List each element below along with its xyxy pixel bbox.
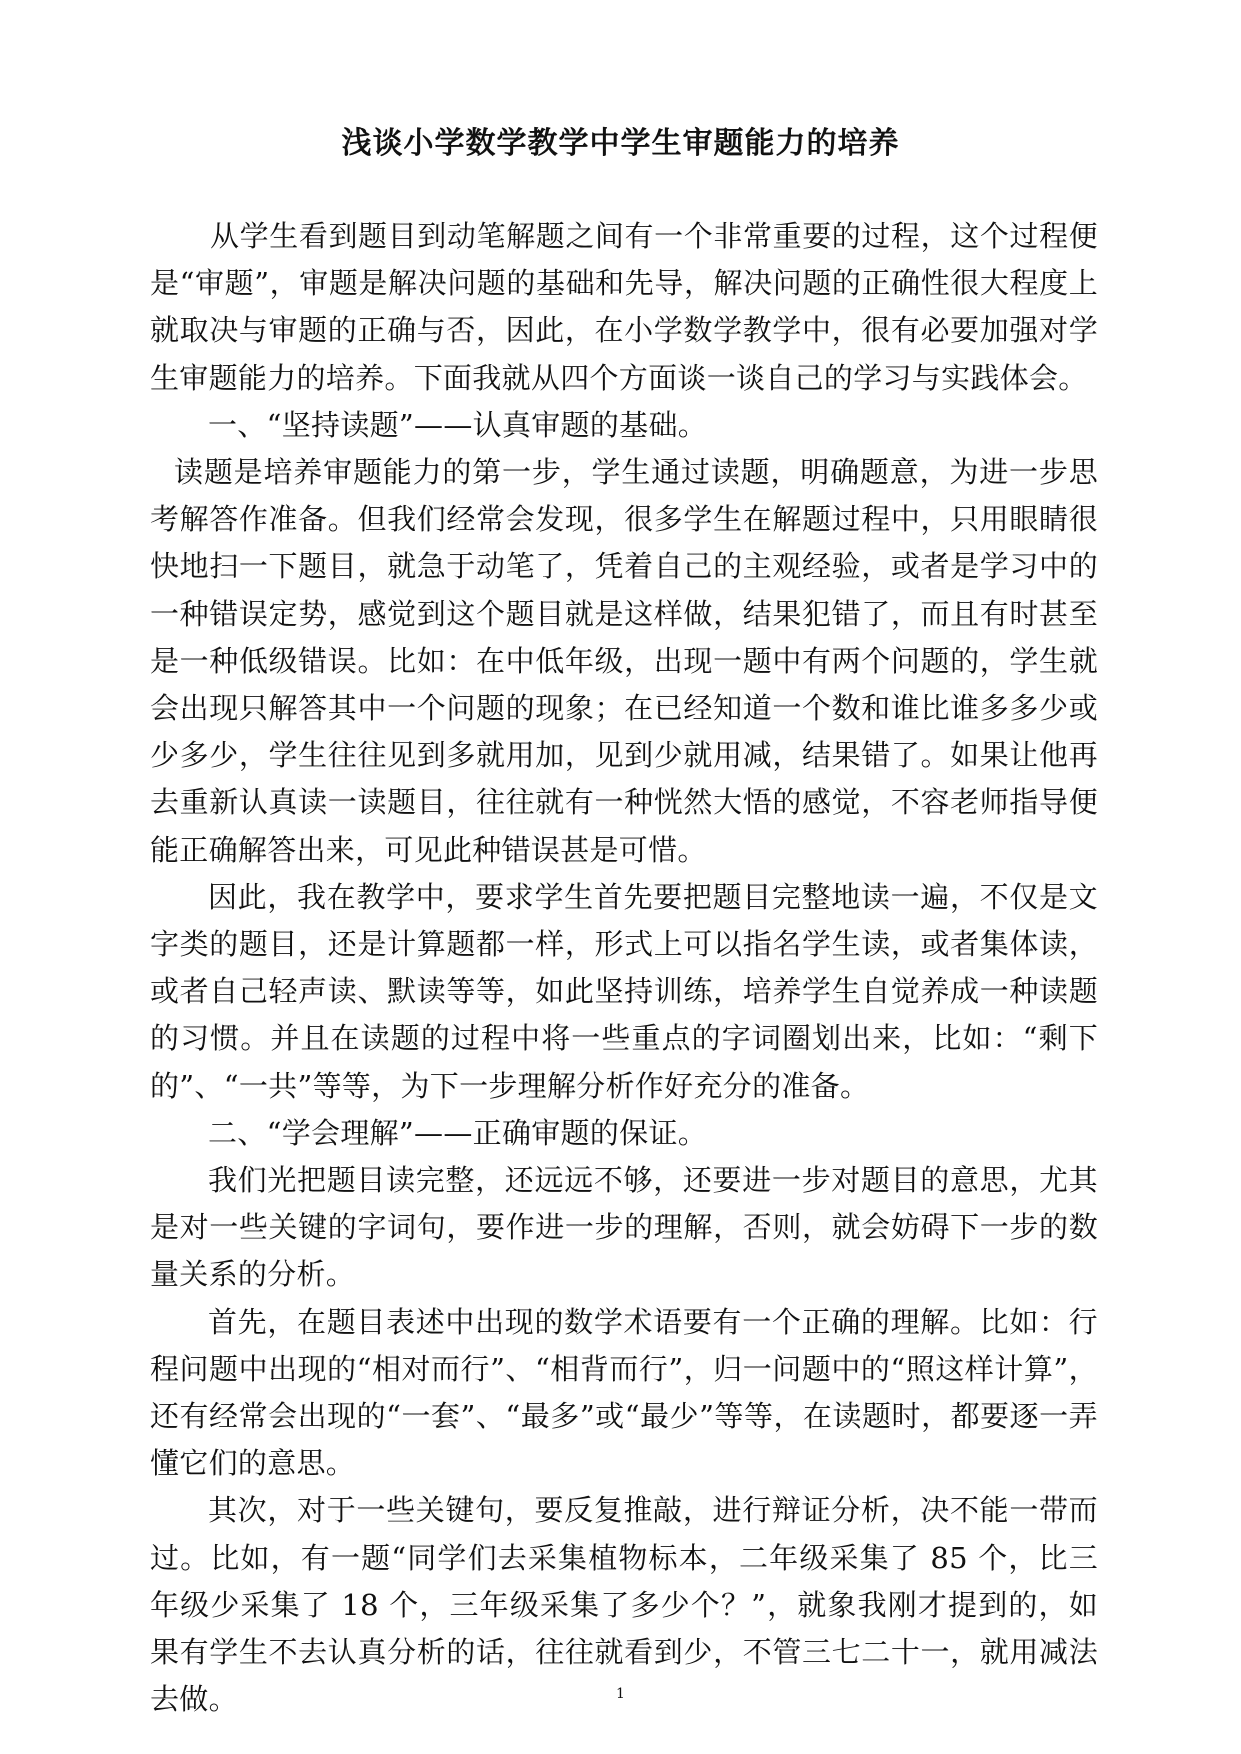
paragraph-intro: 从学生看到题目到动笔解题之间有一个非常重要的过程，这个过程便是“审题”，审题是解决问题的基础和先导，解决问题的正确性很大程度上就取决与审题的正确与否，因此，在小学数学教学中，很有必要加强对学生审题能力的培养。下面我就从四个方面谈一谈自己的学习与实践体会。 <box>150 219 1098 395</box>
section-heading-1: 一、“坚持读题”——认真审题的基础。 <box>208 407 708 442</box>
paragraph-terminology: 首先，在题目表述中出现的数学术语要有一个正确的理解。比如：行程问题中出现的“相对而行”、“相背而行”，归一问题中的“照这样计算”，还有经常会出现的“一套”、“最多”或“最少”等等，在读题时，都要逐一弄懂它们的意思。 <box>150 1304 1098 1481</box>
document-title: 浅谈小学数学教学中学生审题能力的培养 <box>341 126 900 161</box>
paragraph-key-sentences: 其次，对于一些关键句，要反复推敲，进行辩证分析，决不能一带而过。比如，有一题“同学们去采集植物标本，二年级采集了 85 个，比三年级少采集了 18 个，三年级采集了多少个？”，就象我刚才提到的，如果有学生不去认真分析的话，往往就看到少，不管三七二十一，就用减法去做。 <box>150 1493 1098 1717</box>
paragraph-understanding: 我们光把题目读完整，还远远不够，还要进一步对题目的意思，尤其是对一些关键的字词句，要作进一步的理解，否则，就会妨碍下一步的数量关系的分析。 <box>150 1163 1098 1292</box>
paragraph-reading-practice: 因此，我在教学中，要求学生首先要把题目完整地读一遍，不仅是文字类的题目，还是计算题都一样，形式上可以指名学生读，或者集体读，或者自己轻声读、默读等等，如此坚持训练，培养学生自觉养成一种读题的习惯。并且在读题的过程中将一些重点的字词圈划出来，比如：“剩下的”、“一共”等等，为下一步理解分析作好充分的准备。 <box>150 879 1098 1103</box>
section-heading-2: 二、“学会理解”——正确审题的保证。 <box>208 1115 708 1150</box>
paragraph-reading: 读题是培养审题能力的第一步，学生通过读题，明确题意，为进一步思考解答作准备。但我们经常会发现，很多学生在解题过程中，只用眼睛很快地扫一下题目，就急于动笔了，凭着自己的主观经验，或者是学习中的一种错误定势，感觉到这个题目就是这样做，结果犯错了，而且有时甚至是一种低级错误。比如：在中低年级，出现一题中有两个问题的，学生就会出现只解答其中一个问题的现象；在已经知道一个数和谁比谁多多少或少多少，学生往往见到多就用加，见到少就用减，结果错了。如果让他再去重新认真读一读题目，往往就有一种恍然大悟的感觉，不容老师指导便能正确解答出来，可见此种错误甚是可惜。 <box>150 455 1098 867</box>
page-number: 1 <box>616 1686 625 1702</box>
document-body <box>150 213 1098 1724</box>
